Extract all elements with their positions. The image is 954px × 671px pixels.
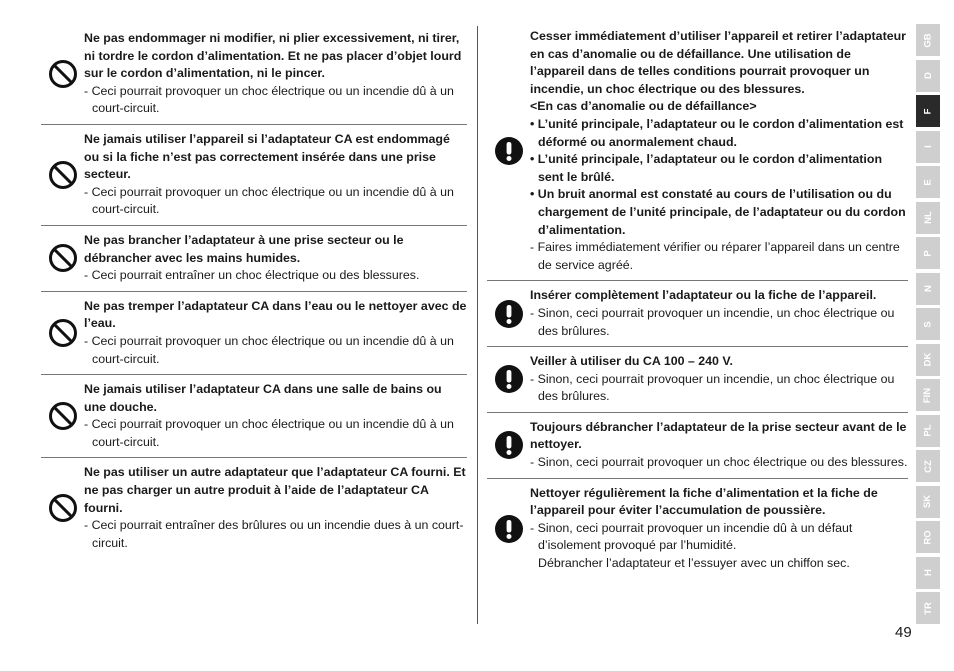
instruction-extra: Débrancher l’adaptateur et l’essuyer avec un chiffon sec. [538,556,850,571]
language-tab-label: DK [922,352,934,367]
prohibit-icon [41,464,84,552]
instruction-bullet: • L’unité principale, l’adaptateur ou le cordon d’alimentation sent le brûlé. [530,152,883,184]
prohibit-icon [41,30,84,118]
mandatory-icon [487,485,530,573]
warning-text [84,131,467,219]
language-tab-fin[interactable] [916,379,940,411]
language-tab-pl[interactable] [916,415,940,447]
language-tabs [916,24,940,628]
language-tab-nl[interactable] [916,202,940,234]
column-divider [477,26,478,624]
warning-entry [41,458,467,558]
instruction-title: Veiller à utiliser du CA 100 – 240 V. [530,354,733,369]
warning-text [84,232,467,285]
warning-entry [41,125,467,226]
mandatory-icon [487,287,530,340]
warning-text [84,298,467,368]
warning-title: Ne jamais utiliser l’appareil si l’adaptateur CA est endommagé ou si la fiche n’est pas correctement insérée dans une prise secteur. [84,131,450,182]
language-tab-label: H [922,569,934,576]
warning-note: - Ceci pourrait provoquer un choc électrique ou un incendie dû à un court-circuit. [84,83,454,116]
prohibit-icon [41,131,84,219]
language-tab-gb[interactable] [916,24,940,56]
instruction-text [530,485,908,573]
language-tab-label: N [922,285,934,292]
language-tab-f[interactable] [916,95,940,127]
language-tab-label: I [922,145,934,148]
instruction-bullet: • L’unité principale, l’adaptateur ou le cordon d’alimentation est déformé ou anormalement chaud. [530,116,904,149]
instruction-note: - Faires immédiatement vérifier ou réparer l’appareil dans un centre de service agréé. [530,240,900,272]
instruction-entry [487,479,908,579]
warning-note: - Ceci pourrait provoquer un choc électrique ou un incendie dû à un court-circuit. [84,417,454,449]
warning-note: - Ceci pourrait entraîner un choc électrique ou des blessures. [84,268,420,283]
warning-note: - Ceci pourrait provoquer un choc électrique ou un incendie dû à un court-circuit. [84,184,454,217]
language-tab-sk[interactable] [916,486,940,518]
language-tab-label: SK [922,494,934,509]
warning-text [84,381,467,451]
warning-note: - Ceci pourrait entraîner des brûlures ou un incendie dues à un court-circuit. [84,518,464,550]
language-tab-label: PL [922,424,934,437]
warning-title: Ne jamais utiliser l’adaptateur CA dans une salle de bains ou une douche. [84,382,442,414]
warning-entry [41,375,467,458]
language-tab-h[interactable] [916,557,940,589]
instruction-title: Insérer complètement l’adaptateur ou la fiche de l’appareil. [530,288,877,303]
language-tab-label: CZ [922,459,934,473]
instruction-text [530,287,908,340]
language-tab-e[interactable] [916,166,940,198]
instruction-text [530,353,908,406]
warning-entry [41,292,467,375]
warning-entry [41,226,467,292]
prohibit-icon [41,298,84,368]
instruction-note: - Sinon, ceci pourrait provoquer un incendie, un choc électrique ou des brûlures. [530,305,895,338]
language-tab-label: F [922,108,934,114]
mandatory-icon [487,419,530,472]
prohibit-icon [41,232,84,285]
language-tab-tr[interactable] [916,592,940,624]
instruction-title: Cesser immédiatement d’utiliser l’appareil et retirer l’adaptateur en cas d’anomalie ou de défaillance. Une utilisation de l’appareil dans de telles conditions pourrait provoquer un incendie, un choc électrique ou des blessures. [530,29,906,96]
warning-title: Ne pas brancher l’adaptateur à une prise secteur ou le débrancher avec les mains humides. [84,232,404,265]
language-tab-label: NL [922,211,934,224]
language-tab-label: TR [922,601,934,615]
warning-text [84,464,467,552]
instruction-note: - Sinon, ceci pourrait provoquer un incendie, un choc électrique ou des brûlures. [530,371,895,404]
page-number: 49 [895,624,912,641]
warning-title: Ne pas endommager ni modifier, ni plier excessivement, ni tirer, ni tordre le cordon d’alimentation. Et ne pas placer d’objet lourd sur le cordon d’alimentation, ni le pincer. [84,31,462,81]
instruction-entry [487,347,908,413]
warning-title: Ne pas tremper l’adaptateur CA dans l’eau ou le nettoyer avec de l’eau. [84,298,467,331]
instruction-entry [487,24,908,281]
language-tab-i[interactable] [916,131,940,163]
instruction-note: - Sinon, ceci pourrait provoquer un incendie dû à un défaut d’isolement provoqué par l’humidité. [530,520,853,553]
language-tab-label: P [922,249,934,257]
warning-title: Ne pas utiliser un autre adaptateur que l’adaptateur CA fourni. Et ne pas charger un autre produit à l’aide de l’adaptateur CA fourni. [84,465,466,515]
language-tab-cz[interactable] [916,450,940,482]
instruction-entry [487,413,908,479]
instruction-text [530,28,908,274]
language-tab-label: S [922,320,934,328]
language-tab-dk[interactable] [916,344,940,376]
language-tab-label: D [922,72,934,79]
instruction-title: Nettoyer régulièrement la fiche d’alimentation et la fiche de l’appareil pour éviter l’accumulation de poussière. [530,485,878,518]
language-tab-ro[interactable] [916,521,940,553]
warning-note: - Ceci pourrait provoquer un choc électrique ou un incendie dû à un court-circuit. [84,333,454,366]
warning-entry [41,24,467,125]
mandatory-icon [487,353,530,406]
instruction-subhead: <En cas d’anomalie ou de défaillance> [530,99,757,114]
language-tab-p[interactable] [916,237,940,269]
language-tab-label: FIN [922,387,934,403]
instruction-entry [487,281,908,347]
left-column [41,24,467,558]
language-tab-s[interactable] [916,308,940,340]
instruction-text [530,419,908,472]
language-tab-n[interactable] [916,273,940,305]
language-tab-label: RO [922,529,934,545]
right-column [487,24,908,579]
language-tab-d[interactable] [916,60,940,92]
language-tab-label: GB [922,32,934,48]
language-tab-label: E [922,178,934,186]
instruction-bullet: • Un bruit anormal est constaté au cours de l’utilisation ou du chargement de l’unité principale, de l’adaptateur ou du cordon d’alimentation. [530,187,906,237]
warning-text [84,30,467,118]
instruction-note: - Sinon, ceci pourrait provoquer un choc électrique ou des blessures. [530,455,908,470]
mandatory-icon [487,28,530,274]
instruction-title: Toujours débrancher l’adaptateur de la prise secteur avant de le nettoyer. [530,419,907,452]
prohibit-icon [41,381,84,451]
